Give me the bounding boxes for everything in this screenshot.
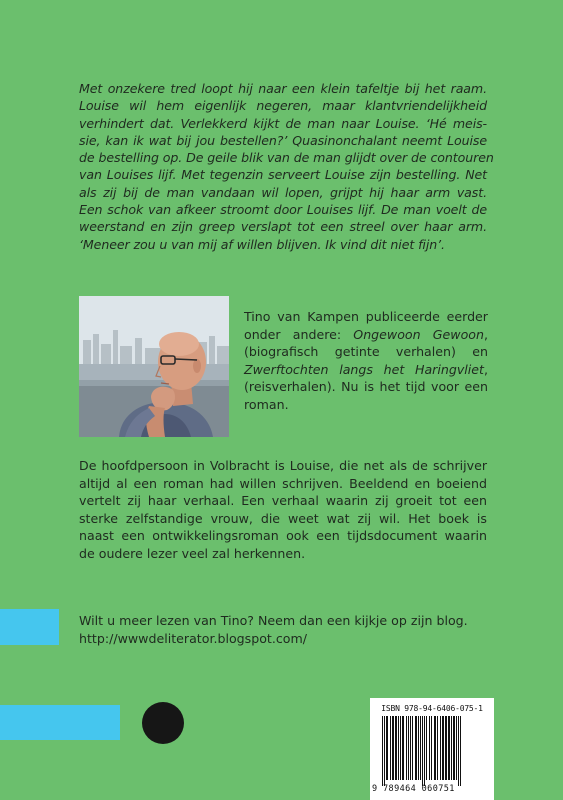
barcode-bars: [380, 716, 484, 786]
barcode-bar: [384, 716, 385, 786]
excerpt-line: de bestelling op. De geile blik van de man glijdt over de contouren: [79, 150, 494, 166]
bio-line: Tino van Kampen publiceerde eerder: [244, 309, 488, 324]
excerpt-line: sie, kan ik wat bij jou bestellen?’ Quasinonchalant neemt Louise: [79, 132, 487, 148]
blog-invitation: [79, 612, 499, 647]
barcode-bar: [418, 716, 419, 780]
barcode-bar: [434, 716, 436, 780]
excerpt-line: als zij bij de man vandaan wil lopen, grijpt hij haar arm vast.: [79, 184, 487, 200]
excerpt-line: Een schok van afkeer stroomt door Louises lijf. De man voelt de: [79, 202, 487, 218]
barcode-bar: [451, 716, 452, 780]
bio-prefix: onder andere:: [244, 326, 354, 342]
bio-line: [244, 361, 488, 379]
blurb-line: de oudere lezer veel zal herkennen.: [79, 545, 306, 561]
book-blurb: [79, 457, 487, 562]
barcode-bar: [400, 716, 401, 780]
bio-line: roman.: [244, 396, 289, 412]
accent-bar-bottom: [0, 705, 120, 740]
barcode-bar: [442, 716, 444, 780]
barcode-bar: [420, 716, 421, 780]
barcode-bar: [408, 716, 409, 780]
barcode-bar: [398, 716, 399, 780]
barcode-bar: [410, 716, 411, 780]
barcode-bar: [395, 716, 397, 780]
barcode-bar: [412, 716, 413, 780]
author-photo: [79, 296, 229, 437]
barcode-bar: [445, 716, 447, 780]
isbn-barcode: [370, 698, 494, 800]
barcode-bar: [431, 716, 432, 780]
bio-line: (reisverhalen). Nu is het tijd voor een: [244, 379, 488, 395]
barcode-bar: [386, 716, 388, 780]
barcode-bar: [448, 716, 450, 780]
book-title: Zwerftochten langs het Haringvliet: [244, 361, 484, 377]
barcode-bar: [453, 716, 455, 780]
barcode-bar: [406, 716, 407, 780]
barcode-bar: [422, 716, 423, 786]
excerpt-paragraph: [79, 80, 494, 253]
barcode-bar: [382, 716, 383, 786]
barcode-bar: [458, 716, 459, 786]
ean-digits: 9 789464 060751: [372, 784, 455, 794]
excerpt-line: van Louises lijf. Met tegenzin serveert Louise zijn bestelling. Net: [79, 167, 487, 183]
bio-line: [244, 326, 488, 344]
barcode-bar: [392, 716, 394, 780]
bio-punct: ,: [483, 361, 488, 377]
barcode-bar: [426, 716, 427, 780]
barcode-bar: [390, 716, 391, 780]
accent-bar-top: [0, 609, 59, 645]
barcode-bar: [429, 716, 430, 780]
author-bio: [244, 308, 488, 414]
blurb-line: sterke zelfstandige vrouw, die weet wat zij wil. Het boek is: [79, 510, 487, 526]
barcode-bar: [460, 716, 461, 786]
blog-url: http://wwwdeliterator.blogspot.com/: [79, 630, 308, 646]
book-title: Ongewoon Gewoon: [353, 326, 484, 342]
blurb-line: naast een ontwikkelingsroman ook een tijdsdocument waarin: [79, 528, 487, 543]
blurb-line: vertelt zij haar verhaal. Een verhaal waarin zij groeit tot een: [79, 493, 487, 508]
bio-line: (biografisch getinte verhalen) en: [244, 344, 488, 360]
blurb-line: De hoofdpersoon in Volbracht is Louise, die net als de schrijver: [79, 458, 487, 473]
isbn-label: ISBN 978-94-6406-075-1: [381, 704, 483, 713]
barcode-bar: [415, 716, 417, 780]
excerpt-line: weerstand en zijn greep verslapt tot een streel over haar arm.: [79, 219, 487, 235]
blurb-line: altijd al een roman had willen schrijven. Beeldend en boeiend: [79, 475, 487, 491]
excerpt-line: Louise wil hem eigenlijk negeren, maar klantvriendelijkheid: [79, 98, 487, 114]
publisher-logo-dot: [142, 702, 184, 744]
barcode-bar: [437, 716, 438, 780]
barcode-bar: [440, 716, 441, 780]
blog-text: Wilt u meer lezen van Tino? Neem dan een kijkje op zijn blog.: [79, 613, 468, 628]
excerpt-line: Met onzekere tred loopt hij naar een klein tafeltje bij het raam.: [79, 81, 487, 96]
excerpt-line: ‘Meneer zou u van mij af willen blijven. Ik vind dit niet fijn’.: [79, 236, 445, 252]
barcode-bar: [424, 716, 425, 786]
excerpt-line: verhindert dat. Verlekkerd kijkt de man naar Louise. ‘Hé meis-: [79, 115, 487, 131]
barcode-bar: [456, 716, 457, 780]
bio-punct: ,: [483, 326, 488, 342]
barcode-bar: [402, 716, 404, 780]
